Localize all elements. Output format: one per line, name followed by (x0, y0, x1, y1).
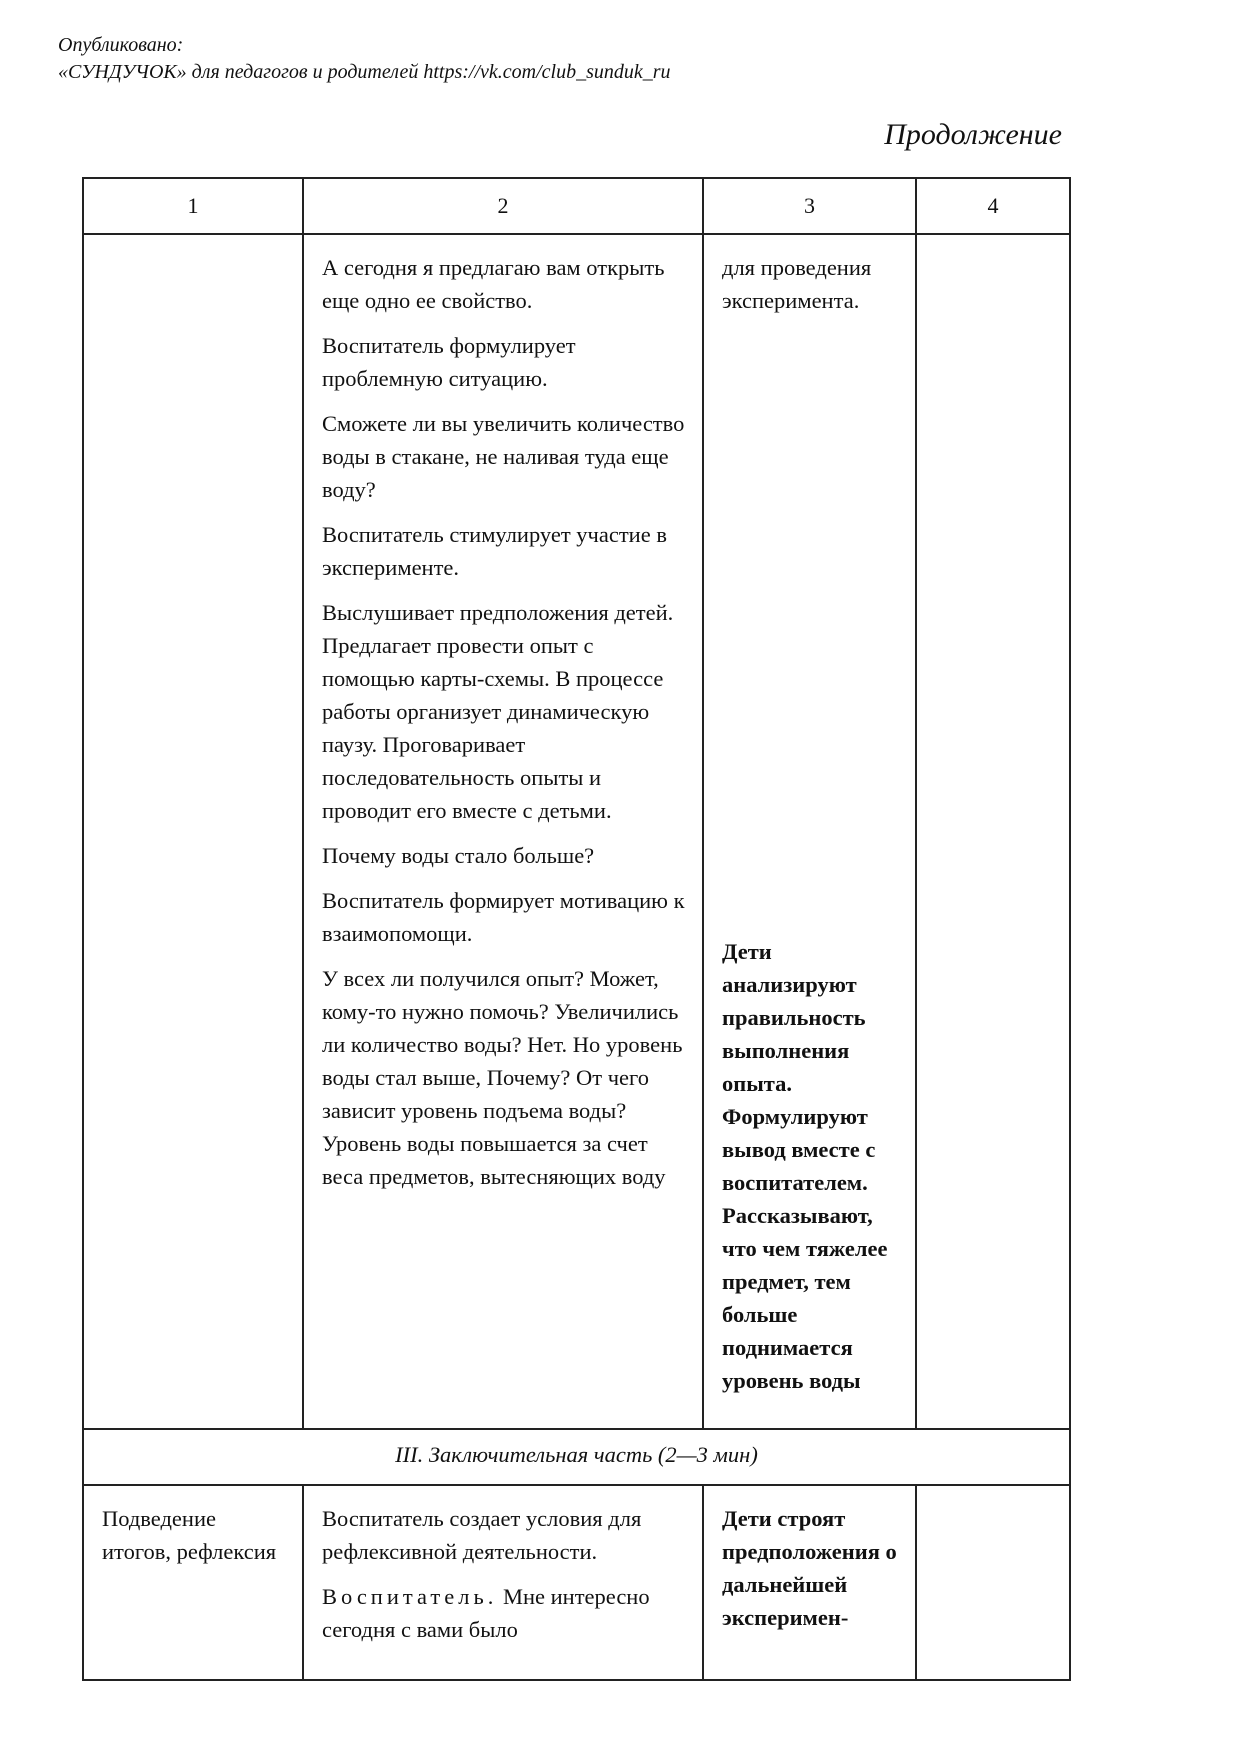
paragraph: У всех ли получился опыт? Может, кому-то нужно помочь? Увеличились ли количество воды? Нет. Но уровень воды стал выше, Почему? От чего зависит уровень подъема воды? Уровень воды повышается за счет веса предметов, вытесняющих воду (322, 966, 683, 1189)
column-header-4: 4 (916, 178, 1070, 234)
lesson-table (82, 177, 1071, 1681)
section-title: III. Заключительная часть (2—3 мин) (83, 1429, 1070, 1485)
paragraph: Выслушивает предположения детей. Предлагает провести опыт с помощью карты-схемы. В процессе работы организует динамическую паузу. Проговаривает последовательность опыты и проводит его вместе с детьми. (322, 600, 674, 823)
continuation-label: Продолжение (884, 118, 1062, 151)
paragraph: Воспитатель формирует мотивацию к взаимопомощи. (322, 888, 685, 946)
cell-col4 (916, 234, 1070, 1429)
paragraph: Воспитатель стимулирует участие в эксперименте. (322, 522, 667, 580)
cell-col4 (916, 1485, 1070, 1680)
paragraph: Воспитатель создает условия для рефлексивной деятельности. (322, 1506, 642, 1564)
paragraph: Воспитатель формулирует проблемную ситуацию. (322, 333, 576, 391)
table-row (83, 1485, 1070, 1680)
column-header-row (83, 178, 1070, 234)
speaker-label: Воспитатель. (322, 1584, 498, 1609)
cell-col2 (303, 1485, 703, 1680)
published-label: Опубликовано: (58, 34, 184, 56)
cell-col1: Подведение итогов, рефлексия (83, 1485, 303, 1680)
column-header-2: 2 (303, 178, 703, 234)
speech-text: Мне интересно сегодня с вами было (322, 1584, 650, 1642)
cell-col3 (703, 234, 916, 1429)
cell-col3: Дети строят предположения о дальнейшей эксперимен- (703, 1485, 916, 1680)
paragraph: Почему воды стало больше? (322, 843, 595, 868)
paragraph: Сможете ли вы увеличить количество воды в стакане, не наливая туда еще воду? (322, 411, 685, 502)
table-row (83, 234, 1070, 1429)
paragraph: А сегодня я предлагаю вам открыть еще одно ее свойство. (322, 255, 665, 313)
column-header-1: 1 (83, 178, 303, 234)
cell-col2 (303, 234, 703, 1429)
paragraph: Дети анализируют правильность выполнения опыта. Формулируют вывод вместе с воспитателем. Рассказывают, что чем тяжелее предмет, тем больше поднимается уровень воды (722, 939, 888, 1393)
cell-col1 (83, 234, 303, 1429)
column-header-3: 3 (703, 178, 916, 234)
paragraph: для проведения эксперимента. (722, 255, 872, 313)
paragraph (322, 1580, 688, 1646)
section-row (83, 1429, 1070, 1485)
publication-note (58, 32, 671, 86)
source-line: «СУНДУЧОК» для педагогов и родителей https://vk.com/club_sunduk_ru (58, 61, 671, 83)
